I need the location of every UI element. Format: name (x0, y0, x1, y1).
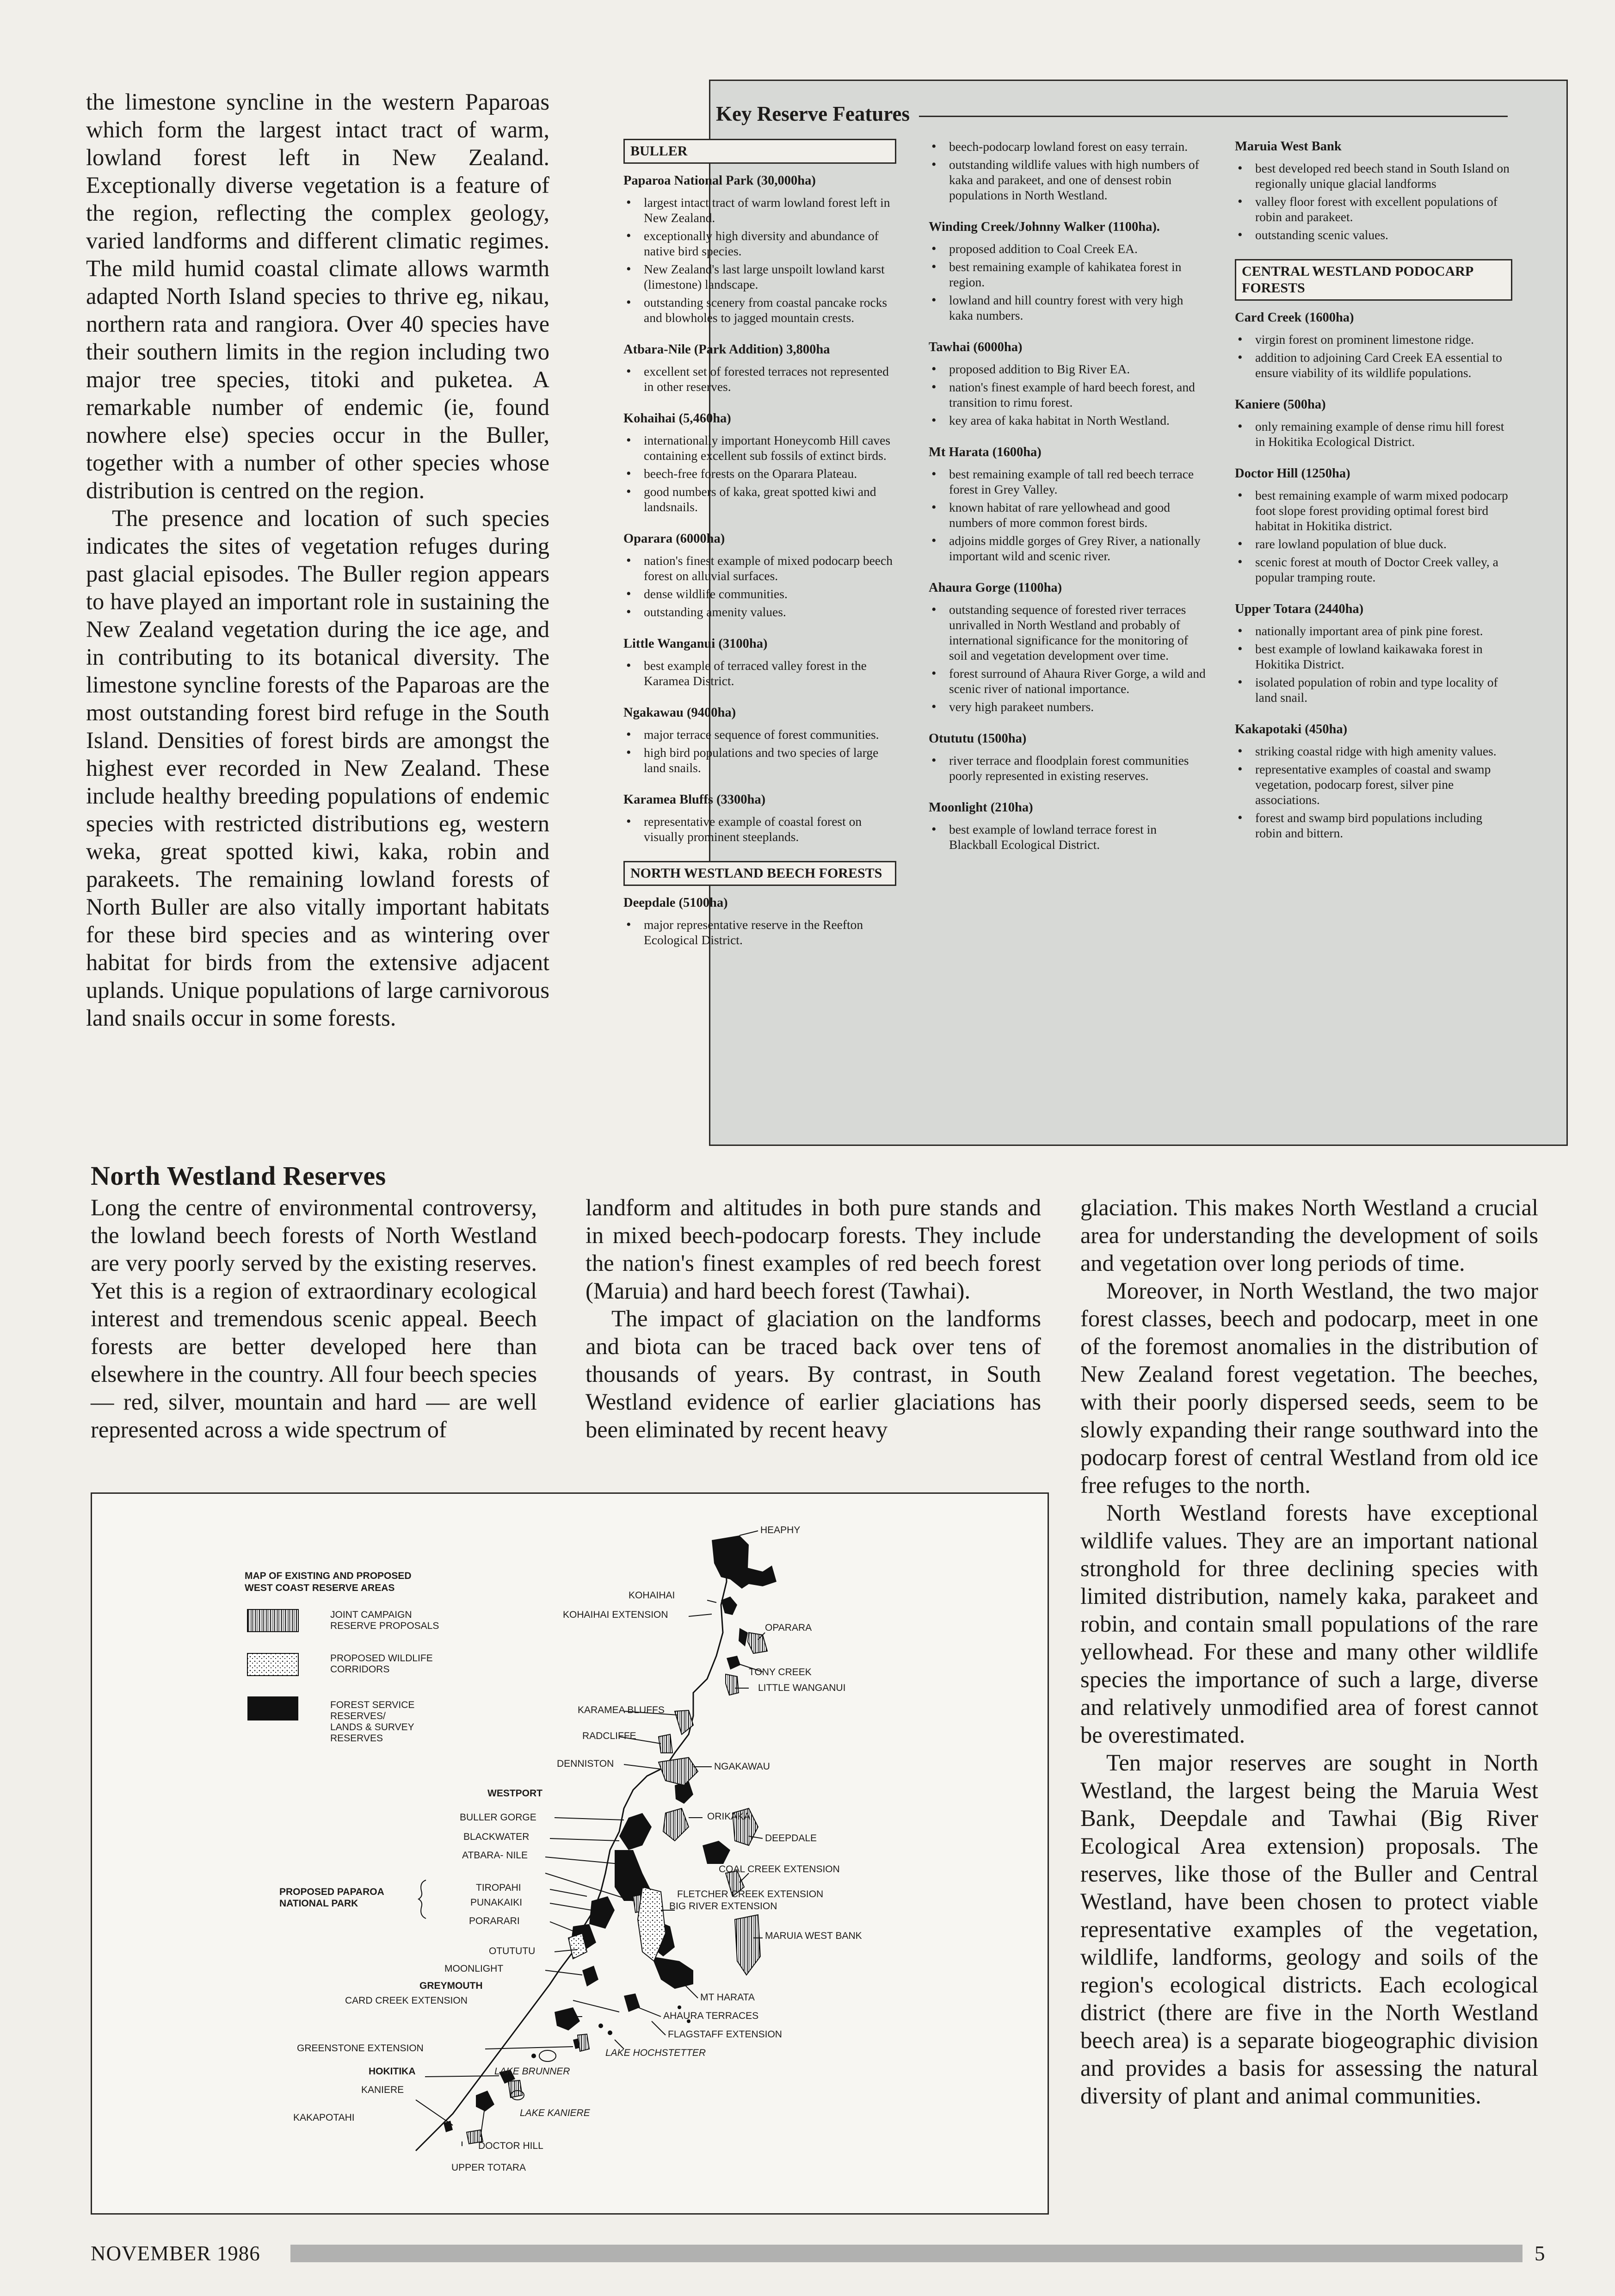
label-card-creek-extension: CARD CREEK EXTENSION (345, 1995, 468, 2006)
nw-column-2 (586, 1194, 1041, 1443)
reserve-feature: • only remaining example of dense rimu hill forest in Hokitika Ecological District. (1235, 419, 1512, 449)
label-little-wanganui: LITTLE WANGANUI (758, 1683, 846, 1693)
paparoa-label-1: PROPOSED PAPAROA (279, 1887, 384, 1897)
reserve-feature: • outstanding wildlife values with high numbers of kaka and parakeet, and one of densest robin populations in North Westland. (929, 157, 1206, 203)
reserve-feature-list (623, 814, 896, 844)
reserve-feature-list (929, 466, 1206, 563)
reserve-name: Paparoa National Park (30,000ha) (623, 173, 816, 188)
label-ngakawau: NGAKAWAU (714, 1761, 770, 1772)
reserve-feature: • outstanding sequence of forested river terraces unrivalled in North Westland and probably of international significance for the monitoring of soil and vegetation development over time. (929, 602, 1206, 663)
legend-corridor-swatch (247, 1653, 298, 1676)
karamea-bluffs-proposal (675, 1710, 693, 1734)
nw-col3-paragraph-2: Moreover, in North Westland, the two major forest classes, beech and podocarp, meet in one of the foremost anomalies in the distribution of New Zealand forest vegetation. The beeches, with their poorly dispersed seeds, seem to be slowly expanding their range southward into the podocarp forest of central Westland from old ice free refuges to the north. (1080, 1278, 1538, 1498)
reserve-feature-list (623, 727, 896, 775)
heaphy-reserve (712, 1535, 777, 1589)
label-tony-creek: TONY CREEK (749, 1667, 812, 1677)
reserve-name: Ngakawau (9400ha) (623, 706, 736, 720)
reserve-feature: • representative example of coastal forest on visually prominent steeplands. (623, 814, 896, 844)
reserve-name: Tawhai (6000ha) (929, 340, 1023, 354)
reserve-feature: • valley floor forest with excellent populations of robin and parakeet. (1235, 194, 1512, 224)
reserve-map-drawing (92, 1494, 1048, 2213)
label-greenstone-extension: GREENSTONE EXTENSION (297, 2043, 424, 2054)
reserve-feature: • nation's finest example of hard beech forest, and transition to rimu forest. (929, 379, 1206, 410)
label-fletcher-creek: FLETCHER CREEK EXTENSION (677, 1889, 824, 1900)
deepdale-reserve (703, 1841, 730, 1864)
oparara-reserve-dark (739, 1628, 748, 1646)
map-dot-1 (598, 2024, 603, 2028)
label-porarari: PORARARI (469, 1916, 520, 1926)
label-heaphy: HEAPHY (760, 1525, 801, 1535)
reserve-feature: • best remaining example of kahikatea forest in region. (929, 259, 1206, 290)
map-dot-2 (608, 2030, 612, 2035)
map-dot-3 (678, 2005, 681, 2009)
reserve-feature-list (623, 553, 896, 619)
reserve-name: Otututu (1500ha) (929, 731, 1027, 746)
reserve-name: Mt Harata (1600ha) (929, 445, 1042, 459)
reserve-name: Little Wanganui (3100ha) (623, 637, 768, 651)
label-punakaiki: PUNAKAIKI (470, 1897, 523, 1908)
reserve-feature: • high bird populations and two species of large land snails. (623, 745, 896, 775)
label-karamea-bluffs: KARAMEA BLUFFS (578, 1705, 665, 1715)
reserve-feature: • best developed red beech stand in South Island on regionally unique glacial landforms (1235, 161, 1512, 191)
label-orikaka: ORIKAKA (707, 1811, 751, 1822)
reserve-feature-list (623, 917, 896, 947)
reserve-name: Deepdale (5100ha) (623, 896, 728, 910)
reserve-feature-list (929, 753, 1206, 783)
label-greymouth: GREYMOUTH (419, 1980, 483, 1991)
label-buller-gorge: BULLER GORGE (460, 1812, 536, 1823)
punakaiki-reserve (589, 1896, 615, 1929)
map-title-line-2: WEST COAST RESERVE AREAS (245, 1583, 395, 1593)
region-heading: NORTH WESTLAND BEECH FORESTS (623, 861, 896, 886)
reserve-feature-list (1235, 419, 1512, 449)
paparoa-label-2: NATIONAL PARK (279, 1898, 358, 1909)
nw-col1-paragraph: Long the centre of environmental controversy, the lowland beech forests of North Westland are very poorly served by the existing reserves. Yet this is a region of extraordinary ecological interest and tremendous scenic appeal. Beech forests are better developed here than elsewhere in the country. All four beech species — red, silver, mountain and hard — are well represented across a wide spectrum of (91, 1194, 537, 1442)
lake-brunner-outline (539, 2050, 556, 2061)
reserve-feature: • nation's finest example of mixed podocarp beech forest on alluvial surfaces. (623, 553, 896, 583)
intro-column (86, 88, 549, 1032)
reserve-feature: • outstanding scenery from coastal pancake rocks and blowholes to jagged mountain crests. (623, 295, 896, 325)
legend-joint-swatch (247, 1609, 298, 1632)
reserve-feature-list (929, 822, 1206, 852)
label-deepdale: DEEPDALE (765, 1833, 817, 1844)
label-westport: WESTPORT (487, 1788, 542, 1799)
reserve-feature-list (623, 364, 896, 394)
reserve-feature: • nationally important area of pink pine forest. (1235, 623, 1512, 638)
reserve-name: Winding Creek/Johnny Walker (1100ha). (929, 220, 1160, 234)
north-westland-heading: North Westland Reserves (91, 1161, 386, 1191)
reserve-feature-list (929, 241, 1206, 323)
reserve-name: Kakapotaki (450ha) (1235, 722, 1348, 736)
westport-reserve (619, 1813, 652, 1850)
nw-col2-paragraph-2: The impact of glaciation on the landforms and biota can be traced back over tens of thousands of years. By contrast, in South Westland evidence of earlier glaciations has been eliminated by recent heavy (586, 1306, 1041, 1442)
label-oparara: OPARARA (765, 1622, 812, 1633)
kaniere-proposal (508, 2080, 522, 2098)
reserve-feature-list (623, 658, 896, 688)
reserve-name: Upper Totara (2440ha) (1235, 602, 1364, 616)
reserve-name: Maruia West Bank (1235, 139, 1342, 154)
card-creek-reserve (555, 2007, 580, 2030)
reserve-feature: • adjoins middle gorges of Grey River, a nationally important wild and scenic river. (929, 533, 1206, 563)
reserve-feature: • virgin forest on prominent limestone ridge. (1235, 332, 1512, 347)
reserve-feature-list (1235, 488, 1512, 585)
greenstone-proposal (578, 2034, 589, 2051)
reserve-name: Kohaihai (5,460ha) (623, 411, 731, 426)
label-mt-harata: MT HARATA (700, 1992, 755, 2003)
reserve-name: Card Creek (1600ha) (1235, 310, 1354, 325)
region-heading: BULLER (623, 139, 896, 164)
reserve-feature-list (623, 433, 896, 514)
label-lake-kaniere: LAKE KANIERE (520, 2108, 590, 2118)
legend-joint-line-1: JOINT CAMPAIGN (330, 1609, 412, 1620)
reserve-feature: • best example of lowland terrace forest in Blackball Ecological District. (929, 822, 1206, 852)
footer-bar (290, 2245, 1523, 2262)
legend-corridor-line-1: PROPOSED WILDLIFE (330, 1653, 433, 1664)
reserve-feature: • excellent set of forested terraces not represented in other reserves. (623, 364, 896, 394)
label-kohaihai-extension: KOHAIHAI EXTENSION (563, 1609, 668, 1620)
label-kaniere: KANIERE (361, 2085, 404, 2095)
page-number: 5 (1535, 2242, 1545, 2265)
reserve-feature-list (1235, 161, 1512, 242)
reserve-feature: • beech-free forests on the Oparara Plateau. (623, 466, 896, 481)
reserve-name: Oparara (6000ha) (623, 532, 725, 546)
maruia-west-bank-proposal (735, 1915, 760, 1975)
reserve-name: Ahaura Gorge (1100ha) (929, 581, 1062, 595)
reserve-feature: • exceptionally high diversity and abundance of native bird species. (623, 228, 896, 259)
label-blackwater: BLACKWATER (463, 1832, 530, 1842)
reserve-feature: • proposed addition to Big River EA. (929, 361, 1206, 377)
key-column-3 (1235, 139, 1512, 857)
reserve-name: Moonlight (210ha) (929, 800, 1033, 815)
map-dot-5 (531, 2054, 536, 2058)
label-coal-creek-extension: COAL CREEK EXTENSION (719, 1864, 840, 1875)
label-ahaura-terraces: AHAURA TERRACES (663, 2011, 759, 2021)
reserve-name: Karamea Bluffs (3300ha) (623, 792, 766, 807)
reserve-feature: • best remaining example of warm mixed podocarp foot slope forest providing optimal forest bird habitat in Hokitika district. (1235, 488, 1512, 533)
reserve-feature: • beech-podocarp lowland forest on easy terrain. (929, 139, 1206, 154)
reserve-feature-list (929, 361, 1206, 428)
reserve-feature: • river terrace and floodplain forest communities poorly represented in existing reserves. (929, 753, 1206, 783)
reserve-feature: • New Zealand's last large unspoilt lowland karst (limestone) landscape. (623, 261, 896, 292)
reserve-feature: • key area of kaka habitat in North Westland. (929, 413, 1206, 428)
reserve-name: Kaniere (500ha) (1235, 397, 1326, 412)
doctor-hill-reserve (476, 2091, 494, 2111)
reserve-feature: • best remaining example of tall red beech terrace forest in Grey Valley. (929, 466, 1206, 497)
nw-col2-paragraph-1: landform and altitudes in both pure stands and in mixed beech-podocarp forests. They include the nation's finest examples of red beech forest (Maruia) and hard beech forest (Tawhai). (586, 1194, 1041, 1304)
reserve-feature: • proposed addition to Coal Creek EA. (929, 241, 1206, 256)
label-atbara-nile: ATBARA- NILE (462, 1850, 528, 1861)
label-kohaihai: KOHAIHAI (629, 1590, 675, 1601)
reserve-feature-list (623, 195, 896, 325)
reserve-feature: • forest and swamp bird populations including robin and bittern. (1235, 810, 1512, 841)
reserve-feature: • very high parakeet numbers. (929, 699, 1206, 714)
reserve-map (91, 1492, 1049, 2215)
legend-forest-service-swatch (247, 1696, 298, 1720)
label-radcliffe: RADCLIFFE (582, 1731, 636, 1741)
label-big-river: BIG RIVER EXTENSION (669, 1901, 777, 1912)
reserve-feature: • forest surround of Ahaura River Gorge, a wild and scenic river of national importance. (929, 666, 1206, 696)
label-flagstaff-extension: FLAGSTAFF EXTENSION (668, 2029, 782, 2040)
mt-harata-reserve (652, 1956, 693, 1989)
reserve-feature: • major terrace sequence of forest communities. (623, 727, 896, 742)
reserve-feature: • dense wildlife communities. (623, 586, 896, 601)
reserve-feature: • best example of lowland kaikawaka forest in Hokitika District. (1235, 641, 1512, 672)
nw-col3-paragraph-1: glaciation. This makes North Westland a crucial area for understanding the development of soils and vegetation over long periods of time. (1080, 1194, 1538, 1276)
legend-joint-line-2: RESERVE PROPOSALS (330, 1621, 439, 1631)
intro-paragraph-2: The presence and location of such species indicates the sites of vegetation refuges during past glacial episodes. The Buller region appears to have played an important role in sustaining the New Zealand vegetation during the ice age, and in contributing to its botanical diversity. The limestone syncline forests of the Paparoas are the most outstanding forest bird refuge in the South Island. Densities of forest birds are amongst the highest ever recorded in New Zealand. These include healthy breeding populations of endemic species with restricted distributions eg, western weka, great spotted kiwi, kaka, robin and parakeets. The remaining lowland forests of North Buller are also vitally important habitats for these bird species and as wintering over habitat for birds from the extensive adjacent uplands. Unique populations of large carnivorous land snails occur in some forests. (86, 505, 549, 1031)
reserve-feature: • internationally important Honeycomb Hill caves containing excellent sub fossils of extinct birds. (623, 433, 896, 463)
reserve-feature: • isolated population of robin and type locality of land snail. (1235, 675, 1512, 705)
map-title-line-1: MAP OF EXISTING AND PROPOSED (245, 1571, 412, 1581)
reserve-feature: • outstanding scenic values. (1235, 227, 1512, 242)
label-maruia-west-bank: MARUIA WEST BANK (765, 1931, 862, 1941)
reserve-feature: • known habitat of rare yellowhead and good numbers of more common forest birds. (929, 500, 1206, 530)
ahaura-reserve (624, 1993, 640, 2012)
reserve-feature-list (929, 602, 1206, 714)
key-column-2 (929, 139, 1206, 869)
reserve-feature: • striking coastal ridge with high amenity values. (1235, 743, 1512, 759)
reserve-feature: • representative examples of coastal and swamp vegetation, podocarp forest, silver pine associations. (1235, 761, 1512, 807)
moonlight-reserve (582, 1966, 598, 1987)
label-hokitika: HOKITIKA (369, 2066, 416, 2077)
label-moonlight: MOONLIGHT (444, 1963, 504, 1974)
tony-creek-reserve (727, 1656, 740, 1670)
intro-paragraph-1: the limestone syncline in the western Paparoas which form the largest intact tract of warm, lowland forest left in New Zealand. Exceptionally diverse vegetation is a feature of the region, reflecting the complex geology, varied landforms and different climatic regimes. The mild humid coastal climate allows warmth adapted North Island species to thrive eg, nikau, northern rata and rangiora. Over 40 species have their southern limits in the region including two major tree species, titoki and puketea. A remarkable number of endemic (ie, found nowhere else) species occur in the Buller, together with a number of other species whose distribution is centred on the region. (86, 89, 549, 503)
reserve-feature-list (929, 139, 1206, 203)
label-kakapotahi: KAKAPOTAHI (293, 2112, 355, 2123)
label-tiropahi: TIROPAHI (476, 1882, 521, 1893)
label-denniston: DENNISTON (557, 1758, 614, 1769)
orikaka-proposal (663, 1808, 689, 1841)
nw-column-1 (91, 1194, 537, 1443)
reserve-feature: • lowland and hill country forest with very high kaka numbers. (929, 292, 1206, 323)
reserve-feature: • good numbers of kaka, great spotted kiwi and landsnails. (623, 484, 896, 514)
reserve-feature: • scenic forest at mouth of Doctor Creek valley, a popular tramping route. (1235, 554, 1512, 585)
reserve-feature-list (1235, 332, 1512, 380)
reserve-name: Doctor Hill (1250ha) (1235, 466, 1350, 481)
nw-col3-paragraph-4: Ten major reserves are sought in North Westland, the largest being the Maruia West Bank, Deepdale and Tawhai (Big River Ecological Area extension) proposals. The reserves, like those of the Buller and Central Westland, have been chosen to protect viable representative examples of the vegetation, wildlife, landforms, geology and soils of the region's ecological districts. Each ecological district (there are five in the North Westland beech area) is a separate biogeographic division and provides a basis for assessing the natural diversity of plant and animal communities. (1080, 1750, 1538, 2109)
legend-fs-line-1: FOREST SERVICE (330, 1700, 415, 1710)
legend-fs-line-2: RESERVES/ (330, 1711, 386, 1721)
reserve-feature: • addition to adjoining Card Creek EA essential to ensure viability of its wildlife populations. (1235, 350, 1512, 380)
ngakawau-proposal (659, 1758, 698, 1785)
nw-col3-paragraph-3: North Westland forests have exceptional wildlife values. They are an important national stronghold for three declining species with limited distribution, namely kaka, parakeet and robin, and contain small populations of the rare yellowhead. For these and many other wildlife species the importance of such a large, diverse and relatively unmodified area of forest cannot be overestimated. (1080, 1500, 1538, 1748)
legend-corridor-line-2: CORRIDORS (330, 1664, 390, 1675)
reserve-feature: • rare lowland population of blue duck. (1235, 536, 1512, 551)
label-otututu: OTUTUTU (489, 1946, 536, 1956)
key-reserve-features-title: Key Reserve Features (716, 102, 919, 126)
reserve-feature-list (1235, 743, 1512, 841)
label-lake-hochstetter: LAKE HOCHSTETTER (605, 2048, 706, 2058)
region-heading: CENTRAL WESTLAND PODOCARP FORESTS (1235, 259, 1512, 301)
little-wanganui-proposal (726, 1674, 739, 1695)
footer-date: NOVEMBER 1986 (91, 2242, 260, 2265)
kohaihai-reserve (721, 1597, 737, 1615)
reserve-feature-list (1235, 623, 1512, 705)
reserve-feature: • major representative reserve in the Reefton Ecological District. (623, 917, 896, 947)
reserve-feature: • best example of terraced valley forest in the Karamea District. (623, 658, 896, 688)
paparoa-brace (419, 1880, 426, 1918)
key-column-1 (623, 139, 896, 964)
nw-column-3 (1080, 1194, 1538, 2110)
reserve-name: Atbara-Nile (Park Addition) 3,800ha (623, 342, 830, 357)
reserve-feature: • outstanding amenity values. (623, 604, 896, 619)
oparara-proposal (748, 1633, 767, 1653)
reserve-feature: • largest intact tract of warm lowland forest left in New Zealand. (623, 195, 896, 225)
label-lake-brunner: LAKE BRUNNER (494, 2066, 570, 2077)
legend-fs-line-3: LANDS & SURVEY (330, 1722, 414, 1733)
label-doctor-hill: DOCTOR HILL (478, 2141, 543, 2151)
legend-fs-line-4: RESERVES (330, 1733, 383, 1744)
label-upper-totara: UPPER TOTARA (451, 2162, 526, 2173)
